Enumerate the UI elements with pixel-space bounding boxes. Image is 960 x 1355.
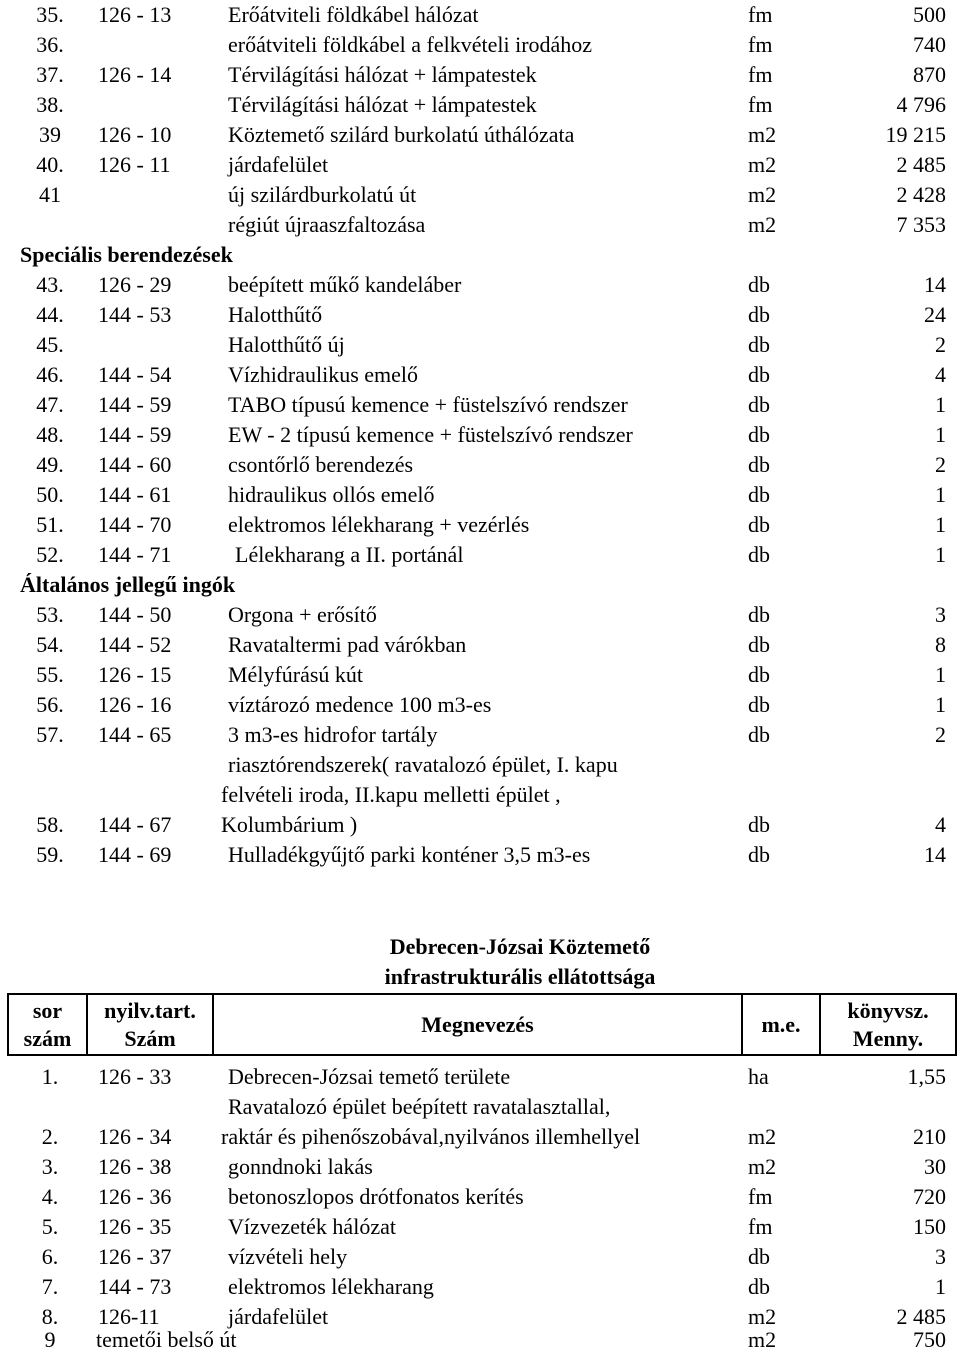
row-code: 144 - 59 (98, 392, 172, 417)
row-code: 144 - 69 (98, 842, 172, 867)
row-unit: db (748, 722, 770, 747)
row-name: elektromos lélekharang (228, 1274, 434, 1299)
row-number: 39 (39, 122, 61, 147)
row-unit: m2 (748, 152, 777, 177)
table-row (0, 480, 960, 510)
row-unit: db (748, 602, 770, 627)
row-unit: m2 (748, 182, 777, 207)
header-no-line2: szám (23, 1026, 72, 1051)
row-number: 4. (41, 1184, 59, 1209)
row-unit: db (748, 452, 770, 477)
row-code: 144 - 71 (98, 542, 172, 567)
row-name: 3 m3-es hidrofor tartály (228, 722, 438, 747)
row-unit: db (748, 632, 770, 657)
row-unit: db (748, 1274, 770, 1299)
row-code: 144 - 52 (98, 632, 172, 657)
row-name: Mélyfúrású kút (228, 662, 364, 687)
row-number: 1. (41, 1064, 59, 1089)
table-row (0, 1212, 960, 1242)
row-number: 9 (44, 1327, 56, 1352)
table-row (0, 510, 960, 540)
row-qty: 7 353 (896, 212, 946, 237)
row-code: 126-11 (98, 1304, 160, 1329)
row-code: 144 - 59 (98, 422, 172, 447)
row-code: 126 - 16 (98, 692, 172, 717)
row-unit: m2 (748, 1327, 777, 1352)
row-code: 144 - 54 (98, 362, 172, 387)
row-number: 53. (36, 602, 64, 627)
row-qty: 740 (913, 32, 946, 57)
row-number: 44. (36, 302, 64, 327)
table-row (0, 90, 960, 120)
row-name: temetői belső út (96, 1327, 237, 1352)
table-row (0, 720, 960, 750)
row-name: Orgona + erősítő (228, 602, 377, 627)
row-qty: 3 (935, 1244, 946, 1269)
row-name: Debrecen-Józsai temető területe (228, 1064, 511, 1089)
table-row (0, 420, 960, 450)
row-number: 52. (36, 542, 64, 567)
row-qty: 8 (935, 632, 946, 657)
row-unit: db (748, 662, 770, 687)
table-row (0, 1152, 960, 1182)
row-number: 35. (36, 2, 64, 27)
row-number: 43. (36, 272, 64, 297)
row-code: 126 - 38 (98, 1154, 172, 1179)
row-code: 126 - 14 (98, 62, 172, 87)
row-name: Halotthűtő új (228, 332, 345, 357)
row-unit: m2 (748, 1124, 777, 1149)
row-number: 48. (36, 422, 64, 447)
row-qty: 750 (913, 1327, 946, 1352)
row-code: 126 - 15 (98, 662, 172, 687)
row-name: Ravatalozó épület beépített ravatalasztallal, (228, 1094, 611, 1119)
table-row (0, 30, 960, 60)
row-name: Köztemető szilárd burkolatú úthálózata (228, 122, 575, 147)
row-name: riasztórendszerek( ravatalozó épület, I. kapu (228, 752, 618, 777)
row-name: régiút újraaszfaltozása (228, 212, 426, 237)
row-name: Vízvezeték hálózat (228, 1214, 396, 1239)
row-number: 58. (36, 812, 64, 837)
row-unit: db (748, 692, 770, 717)
row-code: 126 - 36 (98, 1184, 172, 1209)
row-unit: m2 (748, 1304, 777, 1329)
row-code: 126 - 29 (98, 272, 172, 297)
row-name: Lélekharang a II. portánál (235, 542, 464, 567)
row-qty: 2 485 (896, 1304, 946, 1329)
table-row (0, 60, 960, 90)
row-qty: 19 215 (885, 122, 946, 147)
row-name: Halotthűtő (228, 302, 323, 327)
row-unit: db (748, 332, 770, 357)
row-unit: db (748, 512, 770, 537)
header-top-border (7, 993, 957, 995)
row-number: 41 (39, 182, 61, 207)
row-unit: fm (748, 1214, 773, 1239)
row-qty: 4 (935, 362, 946, 387)
row-name: betonoszlopos drótfonatos kerítés (228, 1184, 524, 1209)
row-number: 46. (36, 362, 64, 387)
row-qty: 2 428 (896, 182, 946, 207)
row-name: Térvilágítási hálózat + lámpatestek (228, 62, 537, 87)
row-unit: db (748, 302, 770, 327)
row-name: Ravataltermi pad várókban (228, 632, 467, 657)
header-code-line1: nyilv.tart. (104, 998, 196, 1023)
header-qty-line2: Menny. (852, 1026, 924, 1051)
table-row (0, 1062, 960, 1092)
row-code: 144 - 60 (98, 452, 172, 477)
row-unit: fm (748, 62, 773, 87)
table-row (0, 1092, 960, 1122)
row-number: 3. (41, 1154, 59, 1179)
row-name: Kolumbárium ) (221, 812, 358, 837)
header-no-line1: sor (32, 998, 63, 1023)
row-unit: m2 (748, 212, 777, 237)
row-code: 126 - 10 (98, 122, 172, 147)
table-row (0, 330, 960, 360)
row-unit: db (748, 422, 770, 447)
header-name: Megnevezés (421, 1012, 534, 1037)
row-code: 144 - 50 (98, 602, 172, 627)
row-name: vízvételi hely (228, 1244, 348, 1269)
row-qty: 1,55 (907, 1064, 946, 1089)
table-title-line2: infrastrukturális ellátottsága (384, 964, 656, 989)
row-unit: m2 (748, 1154, 777, 1179)
table-row (0, 600, 960, 630)
row-name: járdafelület (228, 152, 329, 177)
row-name: Vízhidraulikus emelő (228, 362, 419, 387)
row-number: 47. (36, 392, 64, 417)
row-name: Erőátviteli földkábel hálózat (228, 2, 479, 27)
row-code: 126 - 37 (98, 1244, 172, 1269)
row-name: gonndnoki lakás (228, 1154, 373, 1179)
row-number: 56. (36, 692, 64, 717)
row-code: 126 - 33 (98, 1064, 172, 1089)
row-name: Térvilágítási hálózat + lámpatestek (228, 92, 537, 117)
row-code: 144 - 53 (98, 302, 172, 327)
row-number: 8. (41, 1304, 59, 1329)
row-qty: 2 (935, 452, 946, 477)
row-name: járdafelület (228, 1304, 329, 1329)
row-qty: 2 (935, 722, 946, 747)
header-bottom-border (7, 1054, 957, 1056)
row-unit: db (748, 362, 770, 387)
row-qty: 720 (913, 1184, 946, 1209)
row-number: 5. (41, 1214, 59, 1239)
row-qty: 500 (913, 2, 946, 27)
table-title-line1: Debrecen-Józsai Köztemető (389, 934, 651, 959)
row-qty: 1 (935, 662, 946, 687)
section-heading-special: Speciális berendezések (20, 242, 233, 267)
row-name: TABO típusú kemence + füstelszívó rendszer (228, 392, 628, 417)
row-code: 126 - 35 (98, 1214, 172, 1239)
row-unit: fm (748, 1184, 773, 1209)
row-code: 144 - 65 (98, 722, 172, 747)
row-code: 144 - 70 (98, 512, 172, 537)
row-unit: db (748, 482, 770, 507)
table-row (0, 300, 960, 330)
row-name: víztározó medence 100 m3-es (228, 692, 492, 717)
table-row (0, 630, 960, 660)
row-name: felvételi iroda, II.kapu melletti épület , (221, 782, 561, 807)
row-unit: db (748, 542, 770, 567)
row-unit: db (748, 392, 770, 417)
table-row (0, 540, 960, 570)
table-row (0, 1272, 960, 1302)
row-qty: 24 (924, 302, 946, 327)
table-row (0, 660, 960, 690)
table-header (7, 993, 957, 1055)
row-unit: db (748, 1244, 770, 1269)
row-number: 6. (41, 1244, 59, 1269)
row-code: 144 - 73 (98, 1274, 172, 1299)
table-row (0, 360, 960, 390)
row-unit: fm (748, 92, 773, 117)
row-number: 37. (36, 62, 64, 87)
row-qty: 1 (935, 392, 946, 417)
row-number: 45. (36, 332, 64, 357)
table-row (0, 1325, 960, 1355)
row-qty: 14 (924, 272, 946, 297)
row-qty: 1 (935, 422, 946, 447)
row-qty: 3 (935, 602, 946, 627)
row-qty: 1 (935, 1274, 946, 1299)
row-number: 40. (36, 152, 64, 177)
row-name: erőátviteli földkábel a felkvételi irodához (228, 32, 593, 57)
row-code: 144 - 61 (98, 482, 172, 507)
row-number: 50. (36, 482, 64, 507)
row-qty: 150 (913, 1214, 946, 1239)
row-name: beépített műkő kandeláber (228, 272, 462, 297)
row-number: 49. (36, 452, 64, 477)
row-qty: 1 (935, 512, 946, 537)
row-number: 54. (36, 632, 64, 657)
row-name: elektromos lélekharang + vezérlés (228, 512, 530, 537)
row-name: hidraulikus ollós emelő (228, 482, 435, 507)
row-number: 36. (36, 32, 64, 57)
row-name: Hulladékgyűjtő parki konténer 3,5 m3-es (228, 842, 591, 867)
row-unit: db (748, 812, 770, 837)
row-number: 57. (36, 722, 64, 747)
row-qty: 1 (935, 542, 946, 567)
row-qty: 1 (935, 482, 946, 507)
table-row (0, 750, 960, 780)
row-name: új szilárdburkolatú út (228, 182, 417, 207)
table-row (0, 1242, 960, 1272)
row-name: EW - 2 típusú kemence + füstelszívó rendszer (228, 422, 633, 447)
header-qty-line1: könyvsz. (847, 998, 929, 1023)
table-row (0, 690, 960, 720)
table-row (0, 1182, 960, 1212)
row-unit: ha (748, 1064, 769, 1089)
table-row (0, 0, 960, 30)
row-number: 2. (41, 1124, 59, 1149)
table-row (0, 780, 960, 810)
row-number: 51. (36, 512, 64, 537)
row-qty: 870 (913, 62, 946, 87)
row-code: 144 - 67 (98, 812, 172, 837)
table-row (0, 1122, 960, 1152)
row-number: 7. (41, 1274, 59, 1299)
row-qty: 1 (935, 692, 946, 717)
row-unit: fm (748, 2, 773, 27)
table-row (0, 120, 960, 150)
section-heading-general: Általános jellegű ingók (20, 572, 236, 597)
row-name: csontőrlő berendezés (228, 452, 414, 477)
row-unit: db (748, 272, 770, 297)
row-unit: fm (748, 32, 773, 57)
row-unit: db (748, 842, 770, 867)
row-number: 59. (36, 842, 64, 867)
table-row (0, 180, 960, 210)
table-row (0, 840, 960, 870)
row-qty: 14 (924, 842, 946, 867)
row-code: 126 - 13 (98, 2, 172, 27)
row-qty: 30 (924, 1154, 946, 1179)
row-number: 38. (36, 92, 64, 117)
row-qty: 4 796 (896, 92, 946, 117)
table-row (0, 210, 960, 240)
row-qty: 210 (913, 1124, 946, 1149)
table-row (0, 810, 960, 840)
table-row (0, 270, 960, 300)
table-row (0, 390, 960, 420)
header-unit: m.e. (761, 1012, 801, 1037)
row-qty: 2 (935, 332, 946, 357)
row-number: 55. (36, 662, 64, 687)
row-qty: 2 485 (896, 152, 946, 177)
table-row (0, 150, 960, 180)
row-unit: m2 (748, 122, 777, 147)
row-code: 126 - 34 (98, 1124, 172, 1149)
row-name: raktár és pihenőszobával,nyilvános illemhellyel (221, 1124, 641, 1149)
header-divider (955, 993, 957, 1055)
row-code: 126 - 11 (98, 152, 171, 177)
header-code-line2: Szám (124, 1026, 176, 1051)
row-qty: 4 (935, 812, 946, 837)
table-row (0, 450, 960, 480)
